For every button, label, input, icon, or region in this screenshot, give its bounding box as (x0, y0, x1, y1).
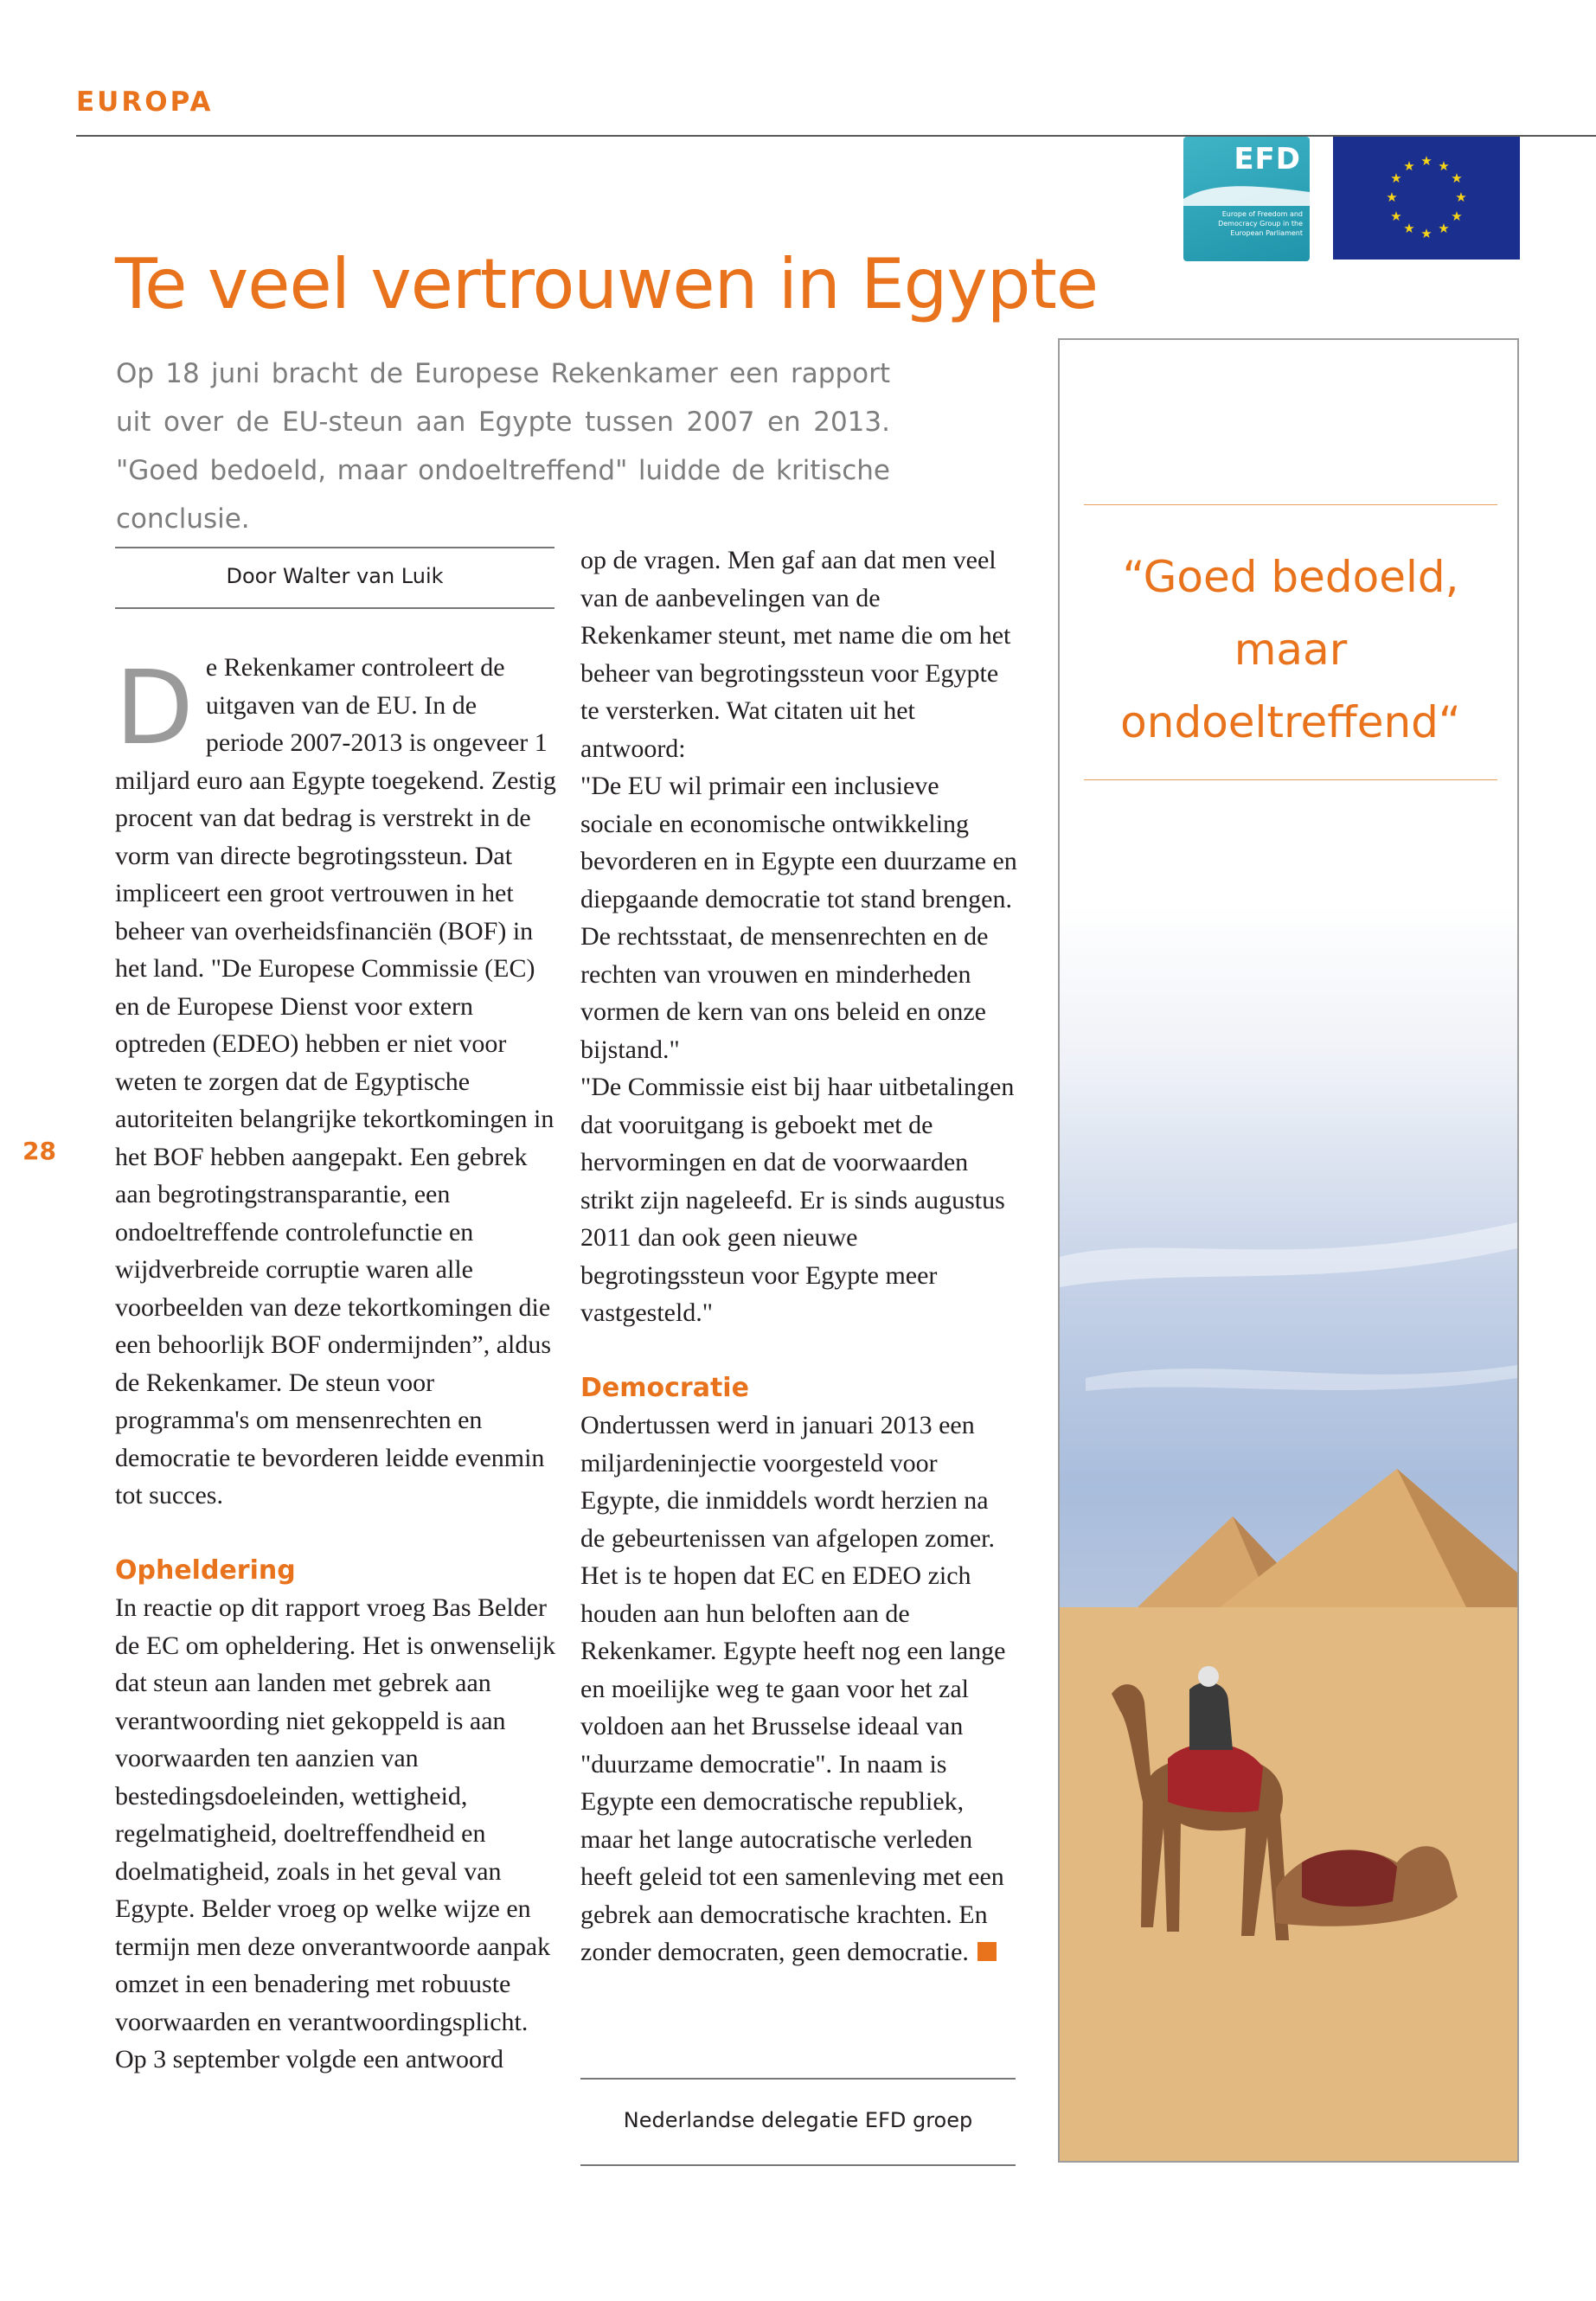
subhead-opheldering: Opheldering (115, 1554, 296, 1586)
cloud-shape (1086, 1365, 1517, 1391)
drop-cap: D (115, 648, 194, 767)
pyramids-camels-illustration (1060, 340, 1517, 2161)
svg-text:★: ★ (1451, 170, 1463, 186)
column-1-continuation: Op 3 september volgde een antwoord (115, 2045, 504, 2073)
column-1-body-paragraph: In reactie op dit rapport vroeg Bas Belder de EC om opheldering. Het is onwenselijk dat steun aan landen met gebrek aan verantwoording niet gekoppeld is aan voorwaarden ten aanzien van bestedingsdoeleinden, wettigheid, regelmatigheid, doeltreffendheid en doelmatigheid, zoals in het geval van Egypte. Belder vroeg op welke wijze en termijn men deze onverantwoorde aanpak omzet in een benadering met robuuste voorwaarden en verantwoordingsplicht. (115, 1593, 556, 2036)
article-intro: Op 18 juni bracht de Europese Rekenkamer een rapport uit over de EU-steun aan Egypte tussen 2007 en 2013. "Goed bedoeld, maar ondoeltreffend" luidde de kritische conclusie. (116, 358, 890, 535)
svg-text:★: ★ (1390, 208, 1402, 224)
svg-text:★: ★ (1420, 226, 1433, 241)
article-column-1 (115, 649, 556, 2079)
end-mark-icon (977, 1942, 997, 1961)
eu-flag-icon (1333, 137, 1520, 260)
svg-text:★: ★ (1455, 189, 1467, 205)
svg-text:★: ★ (1390, 170, 1402, 186)
svg-text:★: ★ (1386, 189, 1398, 205)
svg-text:★: ★ (1403, 158, 1415, 174)
efd-logo-acronym: EFD (1234, 142, 1301, 176)
column-2-closing-paragraph (580, 1407, 1017, 1971)
footer-credit: Nederlandse delegatie EFD groep (580, 2078, 1016, 2166)
cloud-shape (1060, 1222, 1517, 1287)
closing-text: Ondertussen werd in januari 2013 een miljardeninjectie voorgesteld voor Egypte, die inmiddels wordt herzien na de gebeurtenissen van afgelopen zomer. Het is te hopen dat EC en EDEO zich houden aan hun beloften aan de Rekenkamer. Egypte heeft nog een lange en moeilijke weg te gaan voor het zal voldoen aan het Brusselse ideaal van "duurzame democratie". In naam is Egypte een democratische republiek, maar het lange autocratische verleden heeft geleid tot een samenleving met een gebrek aan democratische krachten. En zonder democraten, geen democratie. (580, 1411, 1006, 1966)
svg-text:★: ★ (1451, 208, 1463, 224)
efd-logo-subtitle: Europe of Freedom and Democracy Group in the European Parliament (1218, 210, 1303, 237)
sidebar-photo-panel (1058, 338, 1519, 2163)
column-2-paragraph-1: op de vragen. Men gaf aan dat men veel van de aanbevelingen van de Rekenkamer steunt, met name die om het beheer van begrotingssteun voor Egypte te versterken. Wat citaten uit het antwoord: (580, 546, 1011, 763)
article-title: Te veel vertrouwen in Egypte (115, 244, 1099, 324)
pull-quote: “Goed bedoeld, maar ondoeltreffend“ (1120, 552, 1461, 747)
page-number: 28 (22, 1137, 56, 1165)
svg-text:★: ★ (1438, 221, 1450, 236)
column-1-lead-paragraph: e Rekenkamer controleert de uitgaven van de EU. In de periode 2007-2013 is ongeveer 1 miljard euro aan Egypte toegekend. Zestig procent van dat bedrag is verstrekt in de vorm van directe begrotingssteun. Dat impliceert een groot vertrouwen in het beheer van overheidsfinanciën (BOF) in het land. "De Europese Commissie (EC) en de Europese Dienst voor extern optreden (EDEO) hebben er niet voor weten te zorgen dat de Egyptische autoriteiten belangrijke tekortkomingen in het BOF hebben aangepakt. Een gebrek aan begrotingstransparantie, een ondoeltreffende controlefunctie en wijdverbreide corruptie waren alle voorbeelden van deze tekortkomingen die een behoorlijk BOF ondermijnden”, aldus de Rekenkamer. De steun voor programma's om mensenrechten en democratie te bevorderen leidde evenmin tot succes. (115, 653, 556, 1509)
column-2-quote-1: "De EU wil primair een inclusieve sociale en economische ontwikkeling bevorderen en in Egypte een duurzame en diepgaande democratie tot stand brengen. De rechtsstaat, de mensenrechten en de rechten van vrouwen en minderheden vormen de kern van ons beleid en onze bijstand." (580, 772, 1017, 1064)
subhead-democratie: Democratie (580, 1372, 749, 1403)
section-label: EUROPA (76, 87, 214, 118)
rider-head (1198, 1666, 1219, 1687)
efd-logo (1183, 137, 1310, 261)
column-2-quote-2: "De Commissie eist bij haar uitbetalingen dat vooruitgang is geboekt met de hervormingen en dat de voorwaarden strikt zijn nageleefd. Er is sinds augustus 2011 dan ook geen nieuwe begrotingssteun voor Egypte meer vastgesteld." (580, 1073, 1015, 1327)
efd-wave-icon (1183, 180, 1310, 206)
byline: Door Walter van Luik (115, 547, 554, 609)
svg-text:★: ★ (1438, 158, 1450, 174)
svg-text:★: ★ (1420, 153, 1433, 169)
resting-camel-blanket (1302, 1850, 1397, 1907)
svg-text:★: ★ (1403, 221, 1415, 236)
article-column-2 (580, 542, 1017, 1971)
